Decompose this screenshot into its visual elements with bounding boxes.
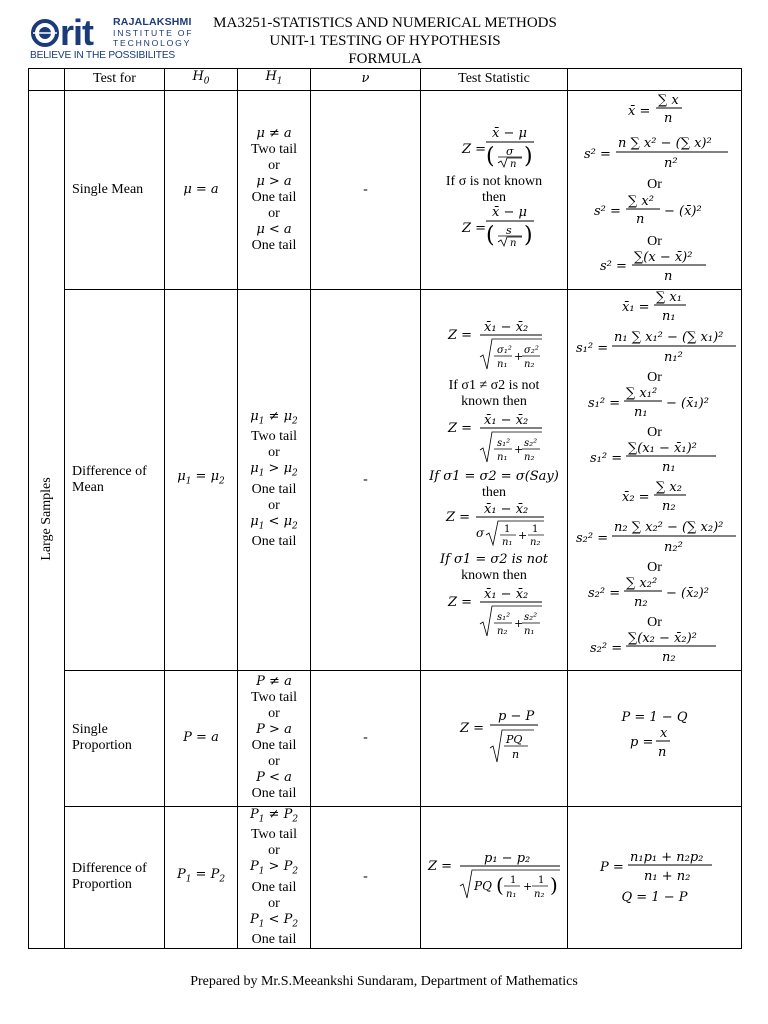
svg-text:n₂: n₂: [661, 498, 676, 514]
h1-line: One tail: [251, 481, 297, 497]
svg-text:x̄₂ =: x̄₂ =: [621, 489, 650, 505]
z-formula-proportion: [424, 706, 564, 766]
test-for-cell: Single Proportion: [65, 670, 165, 806]
svg-text:(: (: [486, 222, 495, 248]
svg-text:n₁ + n₂: n₁ + n₂: [643, 868, 690, 884]
svg-text:Z =: Z =: [462, 220, 487, 236]
header-nu: ν: [311, 69, 421, 91]
table-row: [29, 806, 742, 949]
logo-name: RAJALAKSHMI: [113, 16, 192, 28]
h0-value: P = a: [183, 730, 219, 746]
svg-text:p₁ − p₂: p₁ − p₂: [484, 850, 531, 866]
svg-text:x̄ − μ: x̄ − μ: [492, 205, 527, 220]
h1-line: $\mu_1 \ne \mu_2$: [250, 408, 298, 427]
z-formula-common-sigma: [424, 501, 564, 547]
svg-text:Z =: Z =: [446, 509, 471, 525]
h1-line: One tail: [251, 879, 297, 895]
footer-credit: Prepared by Mr.S.Meeankshi Sundaram, Department of Mathematics: [190, 974, 578, 989]
variance-formula-3: [570, 250, 740, 284]
svg-text:s₂²: s₂²: [524, 437, 538, 449]
svg-text:x̄ =: x̄ =: [627, 103, 650, 119]
svg-text:): ): [524, 222, 533, 248]
svg-text:Z =: Z =: [460, 720, 485, 736]
svg-text:x̄₁ =: x̄₁ =: [621, 299, 650, 315]
svg-text:p − P: p − P: [498, 708, 535, 724]
svg-text:+: +: [514, 349, 524, 363]
h1-cell: [238, 670, 311, 806]
svg-text:n₁: n₁: [661, 459, 676, 475]
table-header-row: [29, 69, 742, 91]
sample-proportion-formula: [570, 726, 740, 762]
h1-line: or: [268, 843, 280, 859]
test-for-cell: Difference of Proportion: [65, 806, 165, 949]
mean1-formula: [570, 290, 740, 324]
variance2-formula-2: [570, 576, 740, 610]
z-formula-sigma-known: [424, 125, 564, 169]
svg-text:n₁: n₁: [502, 536, 513, 547]
svg-text:Z =: Z =: [448, 420, 473, 436]
svg-text:n₂²: n₂²: [663, 539, 683, 555]
svg-text:1: 1: [532, 523, 539, 535]
statistic-note: If σ1 = σ2 = σ(Say): [429, 468, 559, 484]
mean2-formula: [570, 480, 740, 514]
svg-text:n₁: n₁: [497, 451, 508, 463]
document-title: FORMULA: [348, 51, 422, 67]
svg-text:n₂: n₂: [534, 888, 545, 900]
h1-line: or: [268, 205, 280, 221]
h1-line: μ ≠ a: [256, 125, 292, 141]
svg-text:n₂: n₂: [524, 451, 535, 463]
svg-text:∑ x₁²: ∑ x₁²: [625, 385, 657, 401]
h1-line: One tail: [251, 189, 297, 205]
svg-text:n₂: n₂: [497, 625, 508, 637]
h1-line: $P_1 \ne P_2$: [249, 806, 299, 825]
svg-text:− (x̄₁)²: − (x̄₁)²: [665, 395, 709, 411]
svg-text:n₁²: n₁²: [663, 349, 683, 365]
formula-table: [28, 68, 742, 949]
svg-text:s² =: s² =: [583, 146, 611, 162]
h0-cell: [165, 670, 238, 806]
svg-text:s² =: s² =: [599, 258, 627, 274]
z-formula-swapped-sd: [424, 584, 564, 638]
test-statistic-cell: [421, 90, 568, 289]
svg-text:+: +: [523, 879, 533, 893]
svg-text:s: s: [506, 223, 512, 237]
svg-text:p =: p =: [629, 734, 653, 750]
section-label-cell: [29, 90, 65, 949]
svg-text:n: n: [510, 158, 517, 169]
h1-line: or: [268, 157, 280, 173]
test-for-cell: Difference of Mean: [65, 289, 165, 670]
svg-text:n: n: [635, 211, 644, 227]
svg-text:s₂² =: s₂² =: [589, 640, 622, 656]
variance1-formula-3: [570, 441, 740, 475]
svg-text:+: +: [518, 528, 528, 542]
svg-text:Z =: Z =: [462, 141, 487, 157]
h1-line: $P_1 < P_2$: [249, 911, 299, 930]
svg-text:− (x̄)²: − (x̄)²: [663, 203, 702, 219]
svg-text:(: (: [496, 872, 504, 897]
svg-text:x̄₁ − x̄₂: x̄₁ − x̄₂: [484, 501, 529, 517]
pooled-q-note: Q = 1 − P: [621, 889, 688, 905]
svg-text:1: 1: [510, 874, 517, 886]
svg-text:s₂²: s₂²: [524, 611, 538, 623]
table-row: [29, 90, 742, 289]
formula-notes-cell: [568, 90, 742, 289]
svg-text:n: n: [510, 237, 517, 249]
svg-text:+: +: [514, 442, 524, 456]
variance1-formula-2: [570, 386, 740, 420]
variance-formula-2: [570, 193, 740, 229]
test-for-cell: Single Mean: [65, 90, 165, 289]
logo-mark: rit: [60, 12, 93, 53]
nu-cell: -: [311, 289, 421, 670]
or-label: Or: [647, 369, 662, 385]
h1-line: or: [268, 706, 280, 722]
header-h0: $H_0$: [165, 69, 238, 91]
svg-text:− (x̄₂)²: − (x̄₂)²: [665, 585, 709, 601]
svg-text:x: x: [659, 725, 667, 741]
course-title: MA3251-STATISTICS AND NUMERICAL METHODS: [213, 15, 557, 31]
h1-line: P ≠ a: [256, 674, 292, 690]
nu-cell: -: [311, 806, 421, 949]
logo-emblem-icon: [30, 18, 60, 48]
h1-line: Two tail: [250, 690, 298, 706]
h1-line: One tail: [251, 932, 297, 948]
logo-institute-line2: TECHNOLOGY: [113, 38, 192, 48]
h1-line: $\mu_1 < \mu_2$: [250, 513, 298, 532]
unit-title: UNIT-1 TESTING OF HYPOTHESIS: [269, 33, 501, 49]
svg-text:x̄₁ − x̄₂: x̄₁ − x̄₂: [484, 586, 529, 602]
or-label: Or: [647, 614, 662, 630]
svg-text:s₁² =: s₁² =: [587, 395, 620, 411]
svg-text:x̄₁ − x̄₂: x̄₁ − x̄₂: [484, 319, 529, 335]
svg-text:∑ x²: ∑ x²: [627, 193, 654, 209]
svg-text:x̄ − μ: x̄ − μ: [492, 125, 527, 141]
mean-formula: [570, 91, 740, 129]
svg-text:n ∑ x² − (∑ x)²: n ∑ x² − (∑ x)²: [617, 135, 712, 151]
h0-cell: [165, 90, 238, 289]
svg-text:n: n: [657, 744, 666, 760]
statistic-note: then: [481, 189, 507, 205]
logo-institute-line1: INSTITUTE OF: [113, 28, 194, 38]
svg-text:n₂: n₂: [661, 649, 676, 665]
z-formula-sigma-unknown: [424, 206, 564, 250]
svg-text:s₂² =: s₂² =: [587, 585, 620, 601]
svg-text:n₂ ∑ x₂² − (∑ x₂)²: n₂ ∑ x₂² − (∑ x₂)²: [613, 519, 723, 535]
or-label: Or: [647, 233, 662, 249]
variance2-formula-1: [570, 519, 740, 555]
h1-line: P < a: [256, 770, 292, 786]
svg-text:n₂: n₂: [633, 594, 648, 610]
h1-line: or: [268, 895, 280, 911]
h0-cell: [165, 289, 238, 670]
institute-logo: [30, 14, 200, 62]
h1-cell: [238, 806, 311, 949]
svg-text:n²: n²: [663, 155, 678, 171]
header-test-for: Test for: [65, 69, 165, 91]
proportion-note: P = 1 − Q: [621, 709, 688, 725]
h0-value: $P_1 = P_2$: [176, 867, 226, 885]
h0-value: μ = a: [183, 181, 219, 197]
svg-text:∑(x − x̄)²: ∑(x − x̄)²: [633, 249, 692, 265]
nu-cell: -: [311, 670, 421, 806]
header-test-statistic: Test Statistic: [421, 69, 568, 91]
svg-text:σ: σ: [506, 144, 514, 158]
nu-cell: -: [311, 90, 421, 289]
z-formula-sample-sd: [424, 410, 564, 464]
test-statistic-cell: [421, 670, 568, 806]
svg-text:n₁: n₁: [633, 404, 648, 420]
svg-text:n₁: n₁: [497, 358, 508, 370]
svg-text:n: n: [663, 268, 672, 284]
section-label: Large Samples: [38, 477, 54, 562]
svg-text:): ): [524, 143, 533, 169]
h1-line: μ < a: [256, 221, 292, 237]
logo-tagline: BELIEVE IN THE POSSIBILITES: [30, 50, 176, 61]
formula-notes-cell: [568, 806, 742, 949]
h1-line: or: [268, 497, 280, 513]
svg-text:n₂: n₂: [530, 536, 541, 547]
table-row: [29, 289, 742, 670]
variance1-formula-1: [570, 329, 740, 365]
svg-text:n₁: n₁: [524, 625, 535, 637]
h1-cell: [238, 289, 311, 670]
svg-text:∑ x₂²: ∑ x₂²: [625, 575, 657, 591]
h1-line: Two tail: [250, 827, 298, 843]
svg-text:n₁: n₁: [506, 888, 517, 900]
h1-line: One tail: [251, 738, 297, 754]
statistic-note: then: [481, 484, 507, 500]
z-formula-known-sigmas: [424, 317, 564, 373]
h1-line: One tail: [251, 237, 297, 253]
h1-cell: [238, 90, 311, 289]
svg-text:n: n: [663, 110, 672, 126]
svg-text:∑ x: ∑ x: [657, 92, 679, 108]
svg-text:∑(x₁ − x̄₁)²: ∑(x₁ − x̄₁)²: [627, 440, 697, 456]
h0-value: $\mu_1 = \mu_2$: [177, 469, 225, 487]
svg-text:PQ: PQ: [506, 732, 523, 746]
svg-text:1: 1: [538, 874, 545, 886]
test-statistic-cell: [421, 289, 568, 670]
svg-text:∑(x₂ − x̄₂)²: ∑(x₂ − x̄₂)²: [627, 630, 697, 646]
or-label: Or: [647, 176, 662, 192]
h1-line: One tail: [251, 534, 297, 550]
formula-notes-cell: [568, 289, 742, 670]
z-formula-two-proportions: [424, 848, 564, 902]
variance2-formula-3: [570, 631, 740, 665]
statistic-note: known then: [461, 393, 527, 409]
formula-notes-cell: [568, 670, 742, 806]
variance-formula-1: [570, 134, 740, 172]
h1-line: $\mu_1 > \mu_2$: [250, 461, 298, 479]
h1-line: Two tail: [250, 141, 298, 157]
statistic-note: If σ1 ≠ σ2 is not: [448, 377, 540, 393]
svg-text:s₁² =: s₁² =: [575, 340, 608, 356]
svg-text:σ: σ: [476, 525, 485, 540]
h1-line: Two tail: [250, 429, 298, 445]
header-h1: $H_1$: [238, 69, 311, 91]
svg-text:x̄₁ − x̄₂: x̄₁ − x̄₂: [484, 412, 529, 428]
svg-text:+: +: [514, 616, 524, 630]
svg-text:s₂² =: s₂² =: [575, 530, 608, 546]
h1-line: or: [268, 754, 280, 770]
statistic-note: If σ1 = σ2 is not: [439, 551, 549, 567]
svg-text:(: (: [486, 143, 495, 169]
svg-text:σ₁²: σ₁²: [497, 344, 512, 356]
h1-line: or: [268, 445, 280, 461]
svg-text:n₁p₁ + n₂p₂: n₁p₁ + n₂p₂: [629, 849, 703, 865]
header-formulas: [568, 69, 742, 91]
svg-text:σ₂²: σ₂²: [524, 344, 539, 356]
svg-text:Z =: Z =: [448, 327, 473, 343]
h1-line: μ > a: [256, 173, 292, 189]
svg-text:): ): [550, 872, 558, 897]
statistic-note: known then: [461, 567, 527, 583]
svg-text:s₁²: s₁²: [497, 437, 511, 449]
header-blank: [29, 69, 65, 91]
svg-text:1: 1: [504, 523, 511, 535]
svg-text:s² =: s² =: [593, 203, 621, 219]
svg-text:∑ x₁: ∑ x₁: [655, 289, 682, 305]
pooled-proportion-formula: [570, 849, 740, 885]
svg-text:Z =: Z =: [428, 858, 453, 874]
svg-text:n: n: [512, 747, 520, 761]
h1-line: P > a: [256, 722, 292, 738]
svg-text:n₁ ∑ x₁² − (∑ x₁)²: n₁ ∑ x₁² − (∑ x₁)²: [613, 329, 723, 345]
or-label: Or: [647, 424, 662, 440]
h1-line: $P_1 > P_2$: [249, 859, 299, 877]
svg-text:P =: P =: [599, 859, 624, 875]
svg-text:n₁: n₁: [661, 308, 676, 324]
h0-cell: [165, 806, 238, 949]
test-statistic-cell: [421, 806, 568, 949]
svg-text:s₁² =: s₁² =: [589, 450, 622, 466]
or-label: Or: [647, 559, 662, 575]
h1-line: One tail: [251, 786, 297, 802]
svg-text:∑ x₂: ∑ x₂: [655, 479, 682, 495]
svg-text:Z =: Z =: [448, 594, 473, 610]
svg-text:PQ: PQ: [474, 878, 492, 893]
statistic-note: If σ is not known: [445, 173, 543, 189]
svg-text:s₁²: s₁²: [497, 611, 511, 623]
table-row: [29, 670, 742, 806]
svg-text:n₂: n₂: [524, 358, 535, 370]
